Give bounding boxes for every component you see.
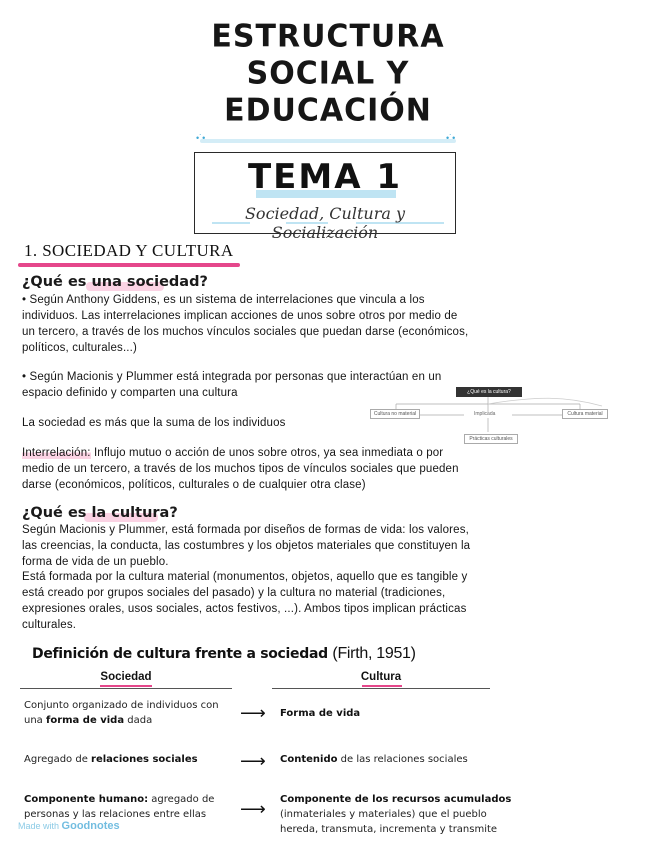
cell-line: Componente humano: agregado de xyxy=(24,794,215,805)
section-heading: 1. SOCIEDAD Y CULTURA xyxy=(24,241,234,260)
definition-title xyxy=(32,645,416,663)
definition-year: (Firth, 1951) xyxy=(332,645,416,662)
diagram-node-left: Cultura no material xyxy=(370,409,420,419)
document-title xyxy=(0,18,656,129)
cell-line: una forma de vida dada xyxy=(24,715,153,726)
term-label: Interrelación: xyxy=(22,447,91,459)
cell-line: Componente de los recursos acumulados xyxy=(280,794,512,805)
paragraph: Según Macionis y Plummer, está formada por diseños de formas de vida: los valores, las creencias, la conducta, las costumbres y los objetos materiales que constituyen la forma de vida de un pueblo. xyxy=(22,524,471,568)
paragraph: Está formada por la cultura material (monumentos, objetos, aquello que es tangible y está creado por grupos sociales del pasado) y la cultura no material (tradiciones, expresiones orales, usos sociales, actos festivos, ...). Ambos tipos implican prácticas culturales. xyxy=(22,571,468,631)
cell-bold: Forma de vida xyxy=(280,708,361,719)
arrow-right-icon: ⟶ xyxy=(240,751,266,771)
column-header-underline xyxy=(362,685,402,687)
arrow-right-icon: ⟶ xyxy=(240,799,266,819)
goodnotes-watermark: Made with Goodnotes xyxy=(18,820,120,832)
column-rule xyxy=(20,688,232,689)
paragraph: • Según Anthony Giddens, es un sistema de interrelaciones que vincula a los individuos. Las interrelaciones implican acciones de unos sobre otros por medio de un tercero, a través de los muchos vínculos sociales que puedan darse (económicos, políticos, culturales...) xyxy=(22,294,469,354)
table-cell-right xyxy=(280,792,511,837)
diagram-node-top: ¿Qué es la cultura? xyxy=(456,387,522,397)
table-cell-left: Agregado de relaciones sociales xyxy=(24,754,198,765)
table-cell-left xyxy=(24,698,219,728)
tema-title: TEMA 1 xyxy=(247,157,403,197)
table-cell-left xyxy=(24,792,214,822)
paragraph: La sociedad es más que la suma de los individuos xyxy=(22,417,286,429)
question-heading: ¿Qué es una sociedad? xyxy=(22,274,208,290)
section-underline xyxy=(18,263,240,267)
table-cell-right: Contenido de las relaciones sociales xyxy=(280,754,468,765)
cell-line: Conjunto organizado de individuos con xyxy=(24,700,219,711)
column-header-underline xyxy=(100,685,152,687)
column-header-sociedad: Sociedad xyxy=(100,671,152,683)
culture-diagram xyxy=(366,384,610,450)
table-cell-right xyxy=(280,706,360,721)
column-rule xyxy=(272,688,490,689)
arrow-right-icon: ⟶ xyxy=(240,703,266,723)
cell-line: personas y las relaciones entre ellas xyxy=(24,809,207,820)
question-heading: ¿Qué es la cultura? xyxy=(22,505,178,521)
diagram-node-middle: Implicada xyxy=(474,411,496,417)
title-line-2: SOCIAL Y xyxy=(246,55,410,92)
title-line-1: ESTRUCTURA xyxy=(211,18,445,55)
cell-line: hereda, transmuta, incrementa y transmite xyxy=(280,824,498,835)
definition-title-text: Definición de cultura frente a sociedad xyxy=(32,646,328,662)
tema-subtitle: Sociedad, Cultura y Socialización xyxy=(244,204,406,242)
paragraph xyxy=(22,445,472,493)
column-header-cultura: Cultura xyxy=(360,671,402,683)
title-divider xyxy=(200,139,456,143)
cell-line: (inmateriales y materiales) que el pueblo xyxy=(280,809,487,820)
term-definition: Influjo mutuo o acción de unos sobre otros, ya sea inmediata o por medio de un tercero, a través de los muchos tipos de vínculos sociales que pueden darse (económicos, políticos, culturales o de cualquier otra clase) xyxy=(22,447,459,491)
diagram-node-right: Cultura material xyxy=(562,409,608,419)
divider-dots-left: •˙• xyxy=(196,133,206,143)
diagram-node-bottom: Prácticas culturales xyxy=(464,434,518,444)
paragraph: • Según Macionis y Plummer está integrada por personas que interactúan en un espacio definido y comparten una cultura xyxy=(22,371,442,399)
divider-dots-right: •˙• xyxy=(446,133,456,143)
title-line-3: EDUCACIÓN xyxy=(224,92,432,129)
